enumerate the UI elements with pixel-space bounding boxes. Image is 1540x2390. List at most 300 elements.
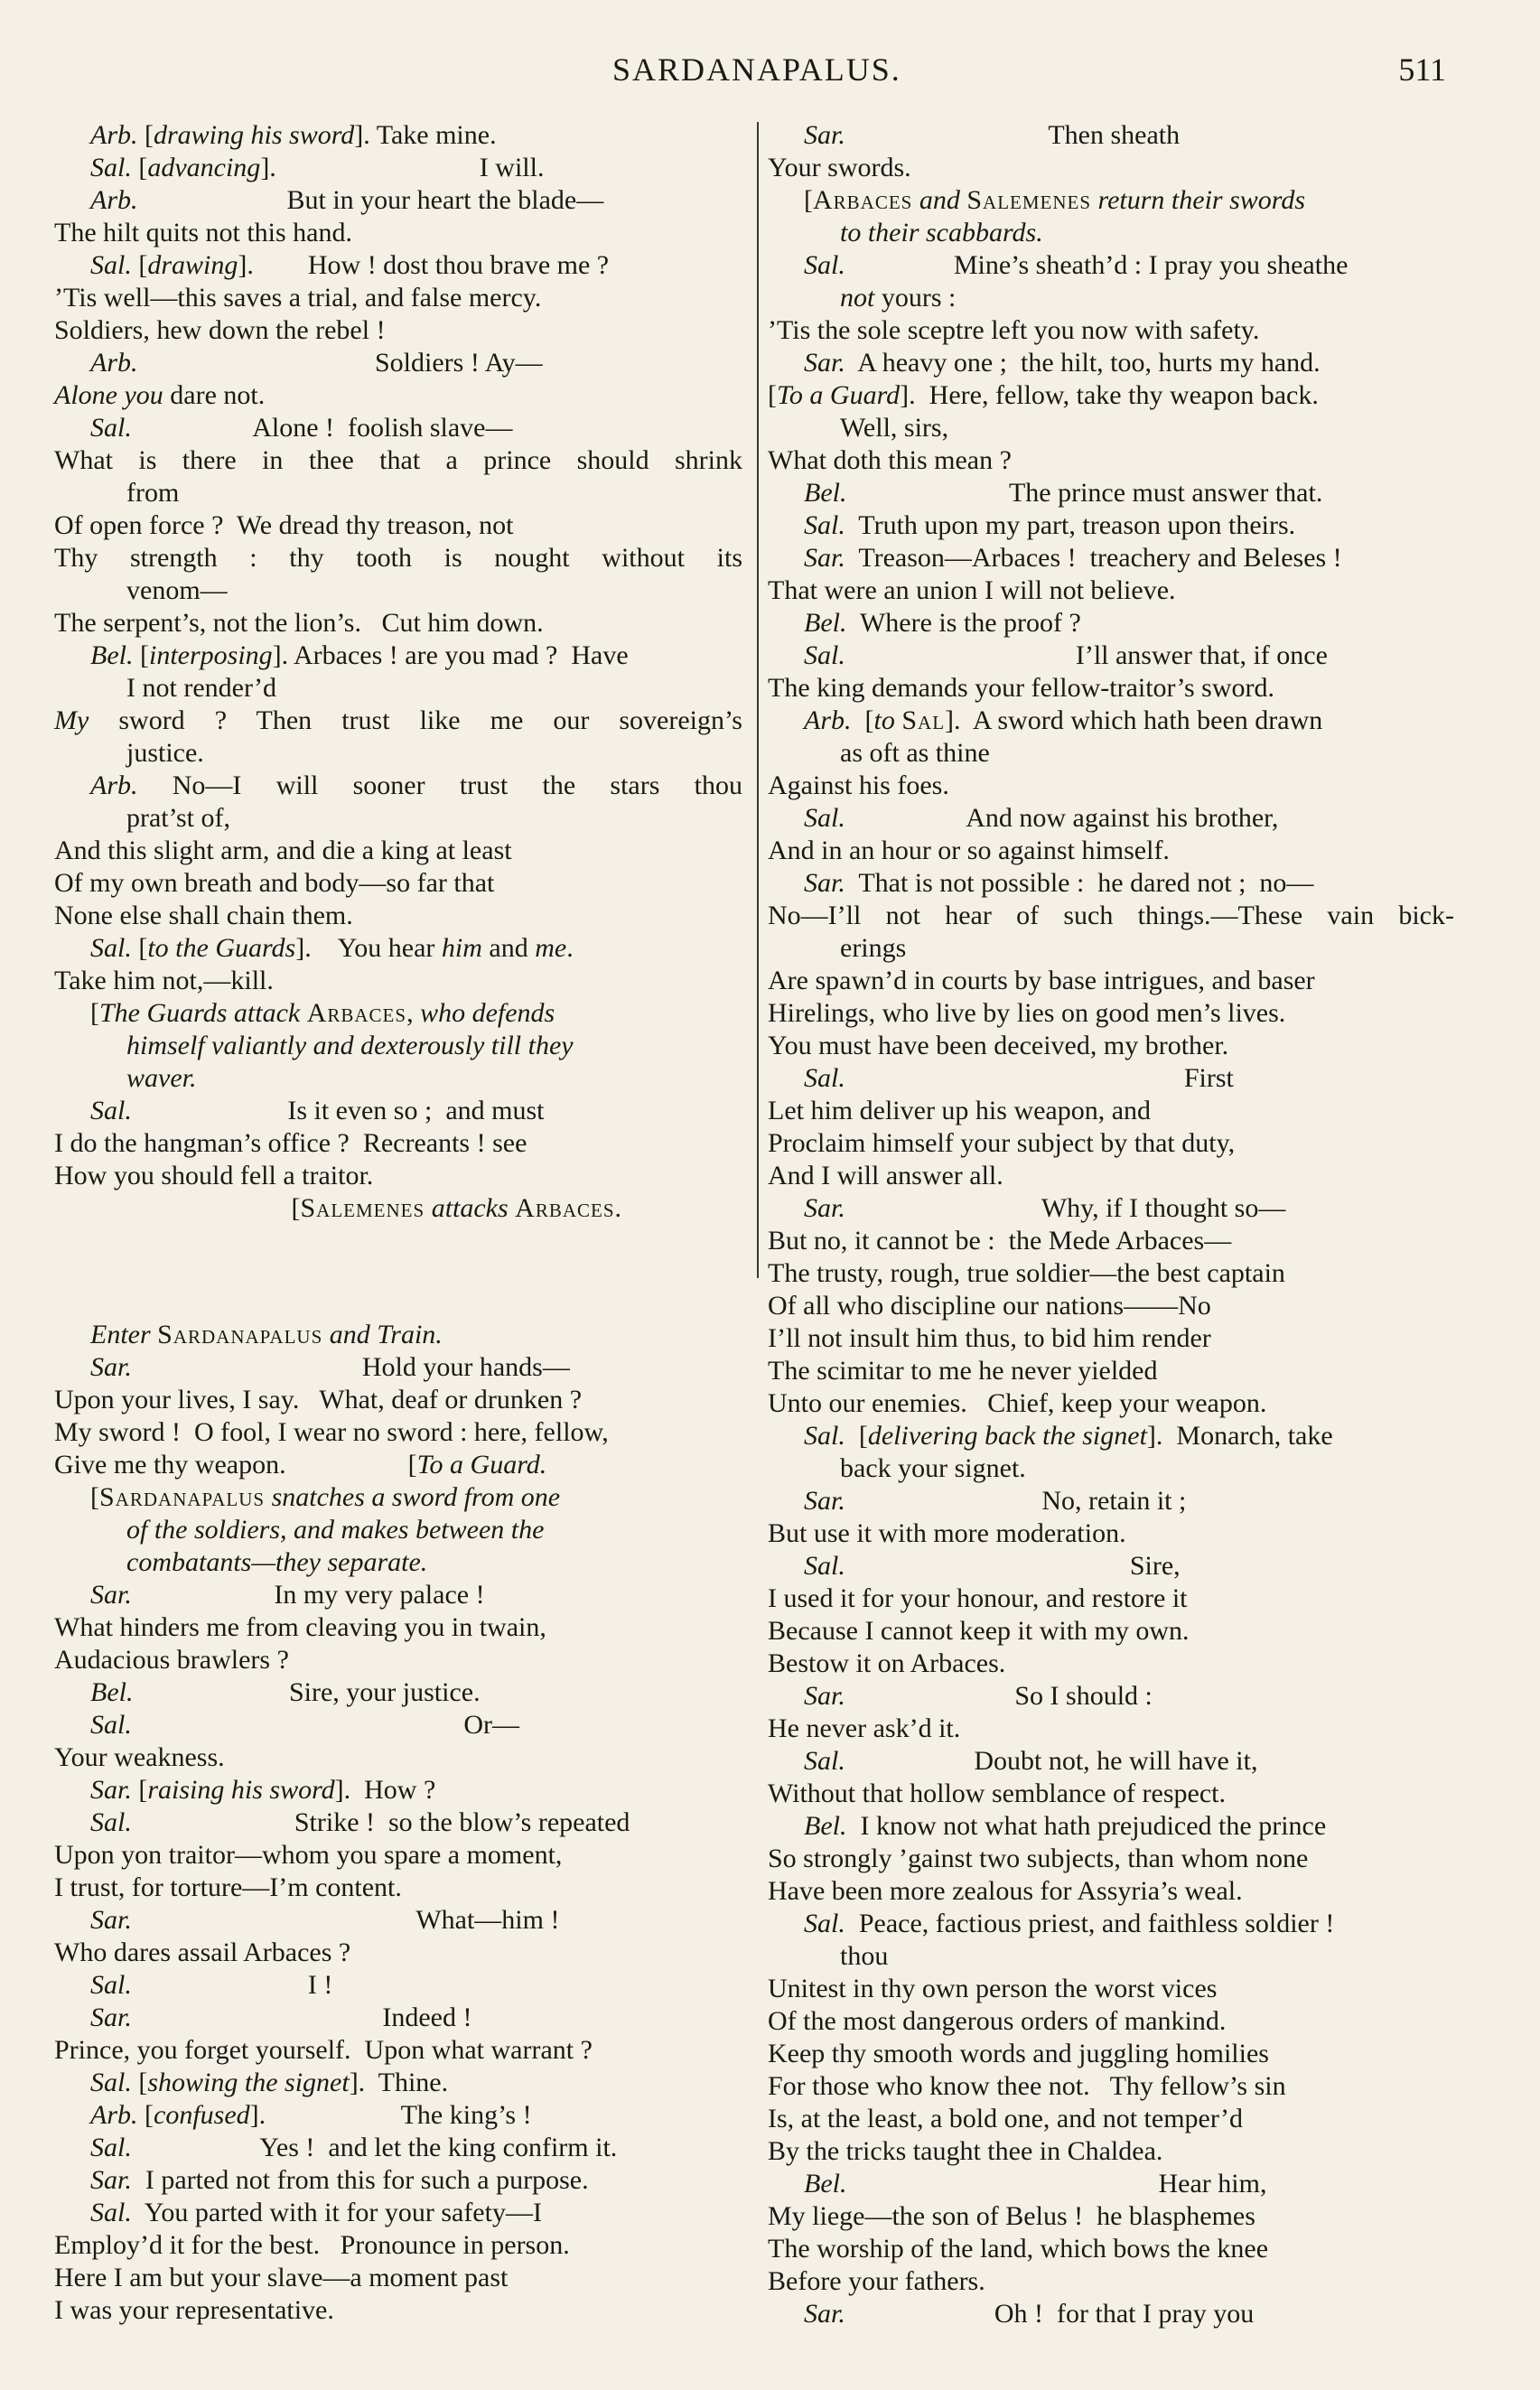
text-line (768, 249, 1454, 282)
text-span: Proclaim himself your subject by that duty, (768, 1128, 1236, 1158)
text-span: Of the most dangerous orders of mankind. (768, 2006, 1227, 2036)
text-span: To a Guard (777, 380, 901, 410)
text-span: Soldiers ! Ay— (137, 348, 543, 378)
text-line (54, 1904, 742, 1937)
text-span: [ (131, 1775, 148, 1805)
text-line (54, 1481, 742, 1514)
text-span: Indeed ! (131, 2003, 472, 2032)
text-line (768, 770, 1454, 802)
text-line (768, 672, 1454, 705)
text-span: Where is the proof ? (846, 608, 1081, 638)
text-line (768, 1582, 1454, 1615)
text-span: You parted with it for your safety—I (131, 2198, 542, 2227)
text-span: That is not possible : he dared not ; no— (845, 868, 1314, 898)
text-span: as oft as thine (840, 738, 990, 768)
text-line (768, 932, 1454, 965)
text-span: Arbaces (306, 998, 407, 1028)
text-line (768, 314, 1454, 347)
text-span: My liege—the son of Belus ! he blasphemes (768, 2201, 1255, 2231)
text-line (54, 249, 742, 282)
text-span: The worship of the land, which bows the knee (768, 2234, 1269, 2264)
speaker-name: Bel. (804, 608, 847, 638)
text-span: , (406, 998, 421, 1028)
running-title: SARDANAPALUS. (612, 51, 901, 88)
text-span: Because I cannot keep it with my own. (768, 1616, 1190, 1646)
text-line (54, 1030, 742, 1062)
text-line (54, 965, 742, 997)
text-span: Before your fathers. (768, 2266, 985, 2296)
text-span: interposing (148, 640, 273, 670)
text-line (54, 574, 742, 607)
text-span: ’Tis well—this saves a trial, and false mercy. (54, 283, 542, 313)
text-span: Bestow it on Arbaces. (768, 1648, 1006, 1678)
speaker-name: Sar. (804, 2299, 845, 2329)
text-line (54, 1192, 742, 1225)
text-span: The Guards attack (99, 998, 301, 1028)
text-span (1091, 185, 1098, 215)
speaker-name: Sal. (90, 1807, 132, 1837)
text-line (768, 444, 1454, 477)
text-line (54, 2229, 742, 2262)
text-span: Are spawn’d in courts by base intrigues, and baser (768, 966, 1315, 995)
text-line (54, 1774, 742, 1807)
text-span: Why, if I thought so— (845, 1193, 1286, 1223)
speaker-name: Sal. (804, 510, 845, 540)
speaker-name: Bel. (804, 478, 847, 508)
text-span: Salemenes (966, 185, 1092, 215)
text-span: Of my own breath and body—so far that (54, 868, 495, 898)
text-line (768, 867, 1454, 900)
text-span: Is, at the least, a bold one, and not temper’d (768, 2104, 1243, 2133)
text-line (54, 2132, 742, 2164)
text-span: ]. How ? (334, 1775, 436, 1805)
text-line (54, 2294, 742, 2327)
text-span: venom— (126, 575, 228, 605)
text-span: . (566, 933, 574, 963)
speaker-name: Sal. (804, 250, 845, 280)
text-span: who defends (420, 998, 555, 1028)
text-span: Of open force ? We dread thy treason, not (54, 510, 514, 540)
speaker-name: Sal. (804, 640, 845, 670)
text-line (54, 835, 742, 867)
text-span: By the tricks taught thee in Chaldea. (768, 2136, 1163, 2166)
text-line (54, 542, 742, 574)
text-span: to (873, 705, 895, 735)
text-line (54, 1095, 742, 1127)
text-span: Yes ! and let the king confirm it. (131, 2133, 618, 2162)
text-line (54, 1127, 742, 1160)
text-span: ]. Take mine. (354, 120, 497, 150)
text-span: The king demands your fellow-traitor’s sword. (768, 673, 1274, 703)
speaker-name: Bel. (90, 1677, 134, 1707)
text-line (768, 835, 1454, 867)
text-line (54, 1449, 742, 1481)
text-line (768, 282, 1454, 314)
text-span (425, 1193, 432, 1223)
text-span: ]. I will. (260, 153, 545, 182)
text-line (768, 152, 1454, 184)
text-line (768, 640, 1454, 672)
speaker-name: Sar. (90, 1580, 132, 1610)
text-line (54, 1937, 742, 1969)
text-line (54, 932, 742, 965)
text-line (54, 867, 742, 900)
text-span: Who dares assail Arbaces ? (54, 1937, 351, 1967)
text-line (54, 1807, 742, 1839)
text-span: ]. The king’s ! (249, 2100, 532, 2130)
text-span: I not render’d (126, 673, 277, 703)
right-column (768, 119, 1454, 2330)
text-span: [ (137, 2100, 154, 2130)
text-span: First (845, 1063, 1234, 1093)
text-span (322, 1320, 330, 1349)
text-line (768, 1680, 1454, 1713)
column-divider (757, 122, 759, 1278)
text-span: and (919, 185, 960, 215)
text-span: None else shall chain them. (54, 901, 353, 930)
text-line (54, 2197, 742, 2229)
text-line (54, 1579, 742, 1611)
text-span: Then sheath (845, 120, 1181, 150)
text-span: Truth upon my part, treason upon theirs. (845, 510, 1296, 540)
text-span: And now against his brother, (845, 803, 1279, 833)
text-span: Audacious brawlers ? (54, 1645, 289, 1675)
speaker-name: Sal. (804, 1909, 845, 1938)
text-span: The prince must answer that. (846, 478, 1323, 508)
text-span: drawing his sword (154, 120, 355, 150)
text-span: No, retain it ; (845, 1486, 1187, 1516)
text-span: A heavy one ; the hilt, too, hurts my hand. (845, 348, 1321, 378)
text-span: Or— (131, 1710, 519, 1740)
text-line (54, 152, 742, 184)
text-span: I know not what hath prejudiced the prince (846, 1811, 1327, 1841)
text-span: Hear him, (846, 2169, 1267, 2199)
speaker-name: Sar. (804, 1681, 845, 1711)
speaker-name: Bel. (804, 1811, 847, 1841)
text-line (768, 1420, 1454, 1452)
text-line (768, 965, 1454, 997)
text-span: Arbaces (515, 1193, 615, 1223)
text-line (54, 640, 742, 672)
speaker-name: Sal. (804, 1421, 845, 1451)
text-line (768, 900, 1454, 932)
text-line (54, 2099, 742, 2132)
text-line (768, 2168, 1454, 2200)
text-line (768, 119, 1454, 152)
text-span: In my very palace ! (131, 1580, 485, 1610)
text-span: Against his foes. (768, 770, 949, 800)
text-span: I was your representative. (54, 2295, 334, 2325)
speaker-name: Sal. (90, 413, 132, 443)
text-span (912, 185, 919, 215)
text-span: No—I’ll not hear of such things.—These vain bick- (768, 901, 1454, 930)
text-line (768, 412, 1454, 444)
text-span: back your signet. (840, 1453, 1026, 1483)
text-span: Sardanapalus (99, 1482, 266, 1512)
text-span: combatants—they separate. (126, 1547, 428, 1577)
left-column (54, 119, 742, 2327)
text-line (768, 1160, 1454, 1192)
text-line (768, 477, 1454, 509)
text-line (768, 2005, 1454, 2038)
text-span: What hinders me from cleaving you in twain, (54, 1612, 546, 1642)
text-span: Your swords. (768, 153, 911, 182)
text-span: What doth this mean ? (768, 445, 1012, 475)
text-line (54, 509, 742, 542)
speaker-name: Sar. (90, 2165, 132, 2195)
text-line (768, 1127, 1454, 1160)
speaker-name: Arb. (90, 185, 138, 215)
text-span: Strike ! so the blow’s repeated (131, 1807, 630, 1837)
text-line (768, 379, 1454, 412)
text-line (768, 1908, 1454, 1940)
speaker-name: Sal. (804, 803, 845, 833)
text-line (54, 1676, 742, 1709)
text-span: showing the signet (147, 2068, 350, 2097)
text-line (768, 2200, 1454, 2233)
text-span: of the soldiers, and makes between the (126, 1515, 545, 1545)
text-line (768, 1973, 1454, 2005)
text-span: [ (131, 250, 148, 280)
text-span: So strongly ’gainst two subjects, than whom none (768, 1844, 1309, 1873)
speaker-name: Sal. (804, 1063, 845, 1093)
speaker-name: Sar. (90, 1905, 132, 1935)
speaker-name: Sar. (804, 543, 845, 573)
text-span: ]. Here, fellow, take thy weapon back. (900, 380, 1319, 410)
text-span: [ (131, 153, 148, 182)
text-span: But in your heart the blade— (137, 185, 604, 215)
text-span: You must have been deceived, my brother. (768, 1031, 1229, 1060)
text-span: Alone ! foolish slave— (131, 413, 513, 443)
speaker-name: Sar. (804, 348, 845, 378)
text-line (768, 1322, 1454, 1355)
text-span: Unitest in thy own person the worst vices (768, 1974, 1218, 2003)
text-span: Thy strength : thy tooth is nought without its (54, 543, 742, 573)
text-line (54, 802, 742, 835)
text-span: No—I will sooner trust the stars thou (137, 770, 742, 800)
text-span: Hirelings, who live by lies on good men’s lives. (768, 998, 1286, 1028)
text-line (768, 705, 1454, 737)
text-line (54, 2034, 742, 2067)
text-span: Alone you (54, 380, 163, 410)
text-span: [ (54, 1193, 301, 1223)
text-span: raising his sword (147, 1775, 335, 1805)
text-span: I’ll not insult him thus, to bid him render (768, 1323, 1211, 1353)
text-span: Have been more zealous for Assyria’s weal. (768, 1876, 1243, 1906)
text-span: Upon your lives, I say. What, deaf or drunken ? (54, 1385, 583, 1414)
text-line (54, 217, 742, 249)
text-span: Of all who discipline our nations——No (768, 1291, 1211, 1321)
text-line (54, 770, 742, 802)
text-line (768, 184, 1454, 217)
speaker-name: Sar. (90, 1775, 132, 1805)
text-span: advancing (147, 153, 261, 182)
text-span: He never ask’d it. (768, 1713, 961, 1743)
text-span: Prince, you forget yourself. Upon what warrant ? (54, 2035, 593, 2065)
text-line (768, 2298, 1454, 2330)
text-line (54, 1969, 742, 2002)
text-span: For those who know thee not. Thy fellow’s sin (768, 2071, 1286, 2101)
text-line (54, 737, 742, 770)
text-span: ’Tis the sole sceptre left you now with safety. (768, 315, 1260, 345)
page-header (0, 51, 1540, 96)
speaker-name: Arb. (90, 770, 138, 800)
speaker-name: Sar. (804, 868, 845, 898)
text-line (768, 509, 1454, 542)
text-line (768, 574, 1454, 607)
speaker-name: Sar. (804, 1193, 845, 1223)
text-line (54, 477, 742, 509)
text-span: [ (131, 933, 148, 963)
text-line (54, 997, 742, 1030)
text-span: Peace, factious priest, and faithless soldier ! (845, 1909, 1335, 1938)
text-span: Without that hollow semblance of respect. (768, 1778, 1226, 1808)
speaker-name: Sal. (90, 2133, 132, 2162)
text-line (768, 1095, 1454, 1127)
text-span: to the Guards (147, 933, 296, 963)
speaker-name: Sar. (90, 2003, 132, 2032)
text-line (54, 2067, 742, 2099)
text-span: sword ? Then trust like me our sovereign’s (89, 705, 742, 735)
text-span: to their scabbards. (840, 218, 1043, 247)
text-span: Hold your hands— (131, 1352, 570, 1382)
text-span: yours : (874, 283, 957, 313)
text-span: return their swords (1097, 185, 1306, 215)
text-line (768, 2265, 1454, 2298)
text-span: [ (90, 998, 99, 1028)
text-line (768, 1550, 1454, 1582)
text-span: and Train. (329, 1320, 443, 1349)
text-span: Sal (901, 705, 946, 735)
text-span: Mine’s sheath’d : I pray you sheathe (845, 250, 1349, 280)
text-line (54, 672, 742, 705)
text-span: My (54, 705, 89, 735)
text-span: delivering back the signet (867, 1421, 1147, 1451)
text-line (54, 1644, 742, 1676)
text-span: ]. Monarch, take (1146, 1421, 1333, 1451)
text-span: [ (845, 1421, 868, 1451)
text-line (768, 2070, 1454, 2103)
speaker-name: Sar. (804, 1486, 845, 1516)
text-span: attacks (431, 1193, 509, 1223)
text-span: I trust, for torture—I’m content. (54, 1872, 402, 1902)
text-line (768, 737, 1454, 770)
text-line (768, 802, 1454, 835)
text-line (768, 1062, 1454, 1095)
text-span: [ (768, 380, 777, 410)
text-line (54, 1225, 742, 1319)
text-line (54, 1872, 742, 1904)
text-line (768, 1030, 1454, 1062)
text-line (54, 1319, 742, 1351)
text-span: So I should : (845, 1681, 1153, 1711)
text-span: What—him ! (131, 1905, 560, 1935)
text-span: I ! (131, 1970, 333, 2000)
text-line (768, 1843, 1454, 1875)
text-span: [ (90, 1482, 99, 1512)
text-line (768, 1192, 1454, 1225)
speaker-name: Bel. (90, 640, 134, 670)
text-line (54, 347, 742, 379)
speaker-name: Sal. (90, 1710, 132, 1740)
text-line (54, 119, 742, 152)
text-line (54, 2164, 742, 2197)
text-span (265, 1482, 272, 1512)
text-line (768, 2135, 1454, 2168)
text-span: Give me thy weapon. [ (54, 1450, 417, 1480)
speaker-name: Sal. (90, 250, 132, 280)
text-line (768, 2103, 1454, 2135)
text-span: Treason—Arbaces ! treachery and Beleses ! (845, 543, 1342, 573)
text-span: drawing (147, 250, 238, 280)
text-line (768, 1355, 1454, 1387)
text-span: from (126, 478, 180, 508)
speaker-name: Sal. (90, 2068, 132, 2097)
text-span: And this slight arm, and die a king at least (54, 836, 512, 865)
text-line (768, 347, 1454, 379)
speaker-name: Sal. (90, 153, 132, 182)
text-line (54, 1709, 742, 1741)
text-line (768, 1615, 1454, 1648)
text-line (768, 1778, 1454, 1810)
text-line (54, 184, 742, 217)
text-line (54, 2002, 742, 2034)
text-span: and (481, 933, 536, 963)
text-span: The trusty, rough, true soldier—the best captain (768, 1258, 1285, 1288)
speaker-name: Sar. (90, 1352, 132, 1382)
text-span: Doubt not, he will have it, (845, 1746, 1258, 1776)
text-line (768, 2038, 1454, 2070)
text-span: dare not. (163, 380, 266, 410)
text-span: The hilt quits not this hand. (54, 218, 352, 247)
text-span: And in an hour or so against himself. (768, 836, 1170, 865)
text-span: Well, sirs, (840, 413, 949, 443)
text-line (54, 705, 742, 737)
speaker-name: Arb. (804, 705, 852, 735)
text-span: Keep thy smooth words and juggling homilies (768, 2039, 1269, 2068)
text-span: And I will answer all. (768, 1161, 1003, 1190)
text-line (54, 1160, 742, 1192)
text-line (768, 1290, 1454, 1322)
text-line (54, 379, 742, 412)
text-line (768, 1810, 1454, 1843)
text-span: confused (154, 2100, 250, 2130)
text-span: . (614, 1193, 622, 1223)
text-span: [ (137, 120, 154, 150)
text-span: erings (840, 933, 907, 963)
text-span: Oh ! for that I pray you (845, 2299, 1255, 2329)
text-span: The scimitar to me he never yielded (768, 1356, 1158, 1386)
text-span: ]. A sword which hath been drawn (945, 705, 1323, 735)
text-line (768, 2233, 1454, 2265)
text-span: I do the hangman’s office ? Recreants ! see (54, 1128, 527, 1158)
speaker-name: Sal. (90, 933, 132, 963)
speaker-name: Arb. (90, 2100, 138, 2130)
text-line (54, 1611, 742, 1644)
speaker-name: Bel. (804, 2169, 847, 2199)
text-span: To a Guard. (416, 1450, 547, 1480)
page-number: 511 (1398, 51, 1446, 88)
speaker-name: Sal. (90, 2198, 132, 2227)
text-line (768, 997, 1454, 1030)
text-span: justice. (126, 738, 204, 768)
text-span: [ (133, 640, 149, 670)
text-span: Arbaces (813, 185, 913, 215)
speaker-name: Arb. (90, 120, 138, 150)
text-span: Sire, (845, 1551, 1181, 1581)
text-line (54, 1351, 742, 1384)
speaker-name: Sar. (804, 120, 845, 150)
